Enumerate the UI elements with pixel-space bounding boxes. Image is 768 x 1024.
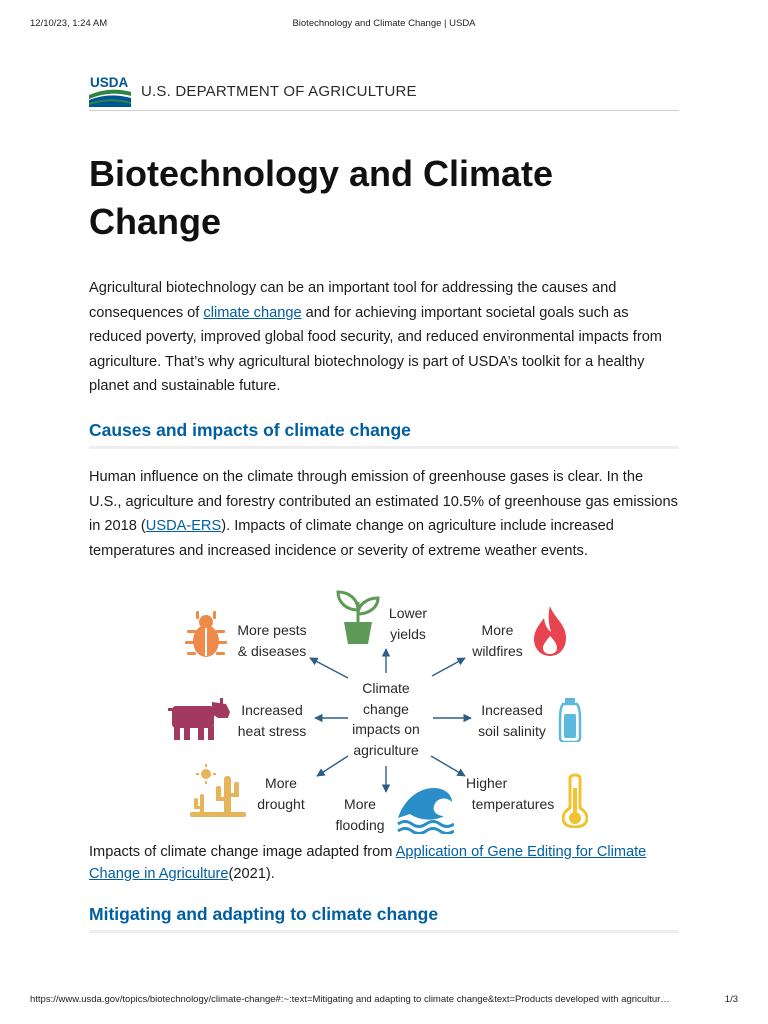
flood-wave-icon	[396, 782, 454, 834]
causes-paragraph: Human influence on the climate through emission of greenhouse gases is clear. In the U.S., agriculture and forestry contributed an estimated 10.5% of greenhouse gas emissions in 2018 (USDA-ERS). Impacts of climate change on agriculture include increased temperatures and increased incidence or severity of extreme weather events.	[89, 469, 678, 559]
label-soil-salinity: Increased soil salinity	[478, 702, 546, 739]
arrow-up-left	[310, 658, 348, 678]
section-heading-mitigating: Mitigating and adapting to climate change	[89, 904, 679, 933]
usda-logo-text: USDA	[90, 75, 129, 90]
label-flooding: More flooding	[335, 796, 385, 833]
agency-name[interactable]: U.S. DEPARTMENT OF AGRICULTURE	[141, 83, 417, 100]
cow-icon	[168, 696, 232, 742]
diagram-center-label: Climate change impacts on agriculture	[352, 680, 420, 758]
label-heat-stress: Increased heat stress	[237, 702, 307, 739]
gene-editing-report-link[interactable]: Application of Gene Editing for Climate Change in Agriculture	[89, 844, 647, 882]
figure-caption: Impacts of climate change image adapted from Application of Gene Editing for Climate Change in Agriculture(2021).	[89, 844, 647, 882]
print-datetime: 12/10/23, 1:24 AM	[30, 18, 108, 29]
plant-icon	[332, 588, 384, 646]
print-url: https://www.usda.gov/topics/biotechnology/climate-change#:~:text=Mitigating and adapting to climate change&text=Products developed with agricultur…	[30, 994, 670, 1005]
label-temperatures: Higher temperatures	[466, 775, 555, 812]
climate-impacts-diagram	[160, 588, 600, 838]
page-title: Biotechnology and Climate Change	[89, 153, 554, 242]
label-wildfires: More wildfires	[472, 622, 523, 659]
label-drought: More drought	[257, 775, 305, 812]
fire-icon	[530, 604, 570, 658]
print-page-title: Biotechnology and Climate Change | USDA	[292, 18, 476, 29]
label-lower-yields: Lower yields	[388, 605, 428, 642]
label-pests-diseases: More pests & diseases	[237, 622, 307, 659]
usda-ers-link[interactable]: USDA-ERS	[145, 518, 222, 534]
climate-change-link[interactable]: climate change	[203, 304, 302, 321]
drought-cactus-icon	[190, 764, 246, 820]
print-page-number: 1/3	[724, 994, 738, 1005]
section-heading-causes: Causes and impacts of climate change	[89, 420, 679, 449]
thermometer-icon	[562, 772, 588, 828]
salt-shaker-icon	[558, 696, 582, 742]
intro-paragraph: Agricultural biotechnology can be an important tool for addressing the causes and consequences of climate change and for achieving important societal goals such as reduced poverty, improved global food security, and reduced environmental impacts from agriculture. That’s why agricultural biotechnology is part of USDA’s toolkit for a healthy planet and sustainable future.	[89, 280, 662, 394]
agency-header	[89, 72, 679, 111]
usda-logo[interactable]	[89, 74, 131, 107]
